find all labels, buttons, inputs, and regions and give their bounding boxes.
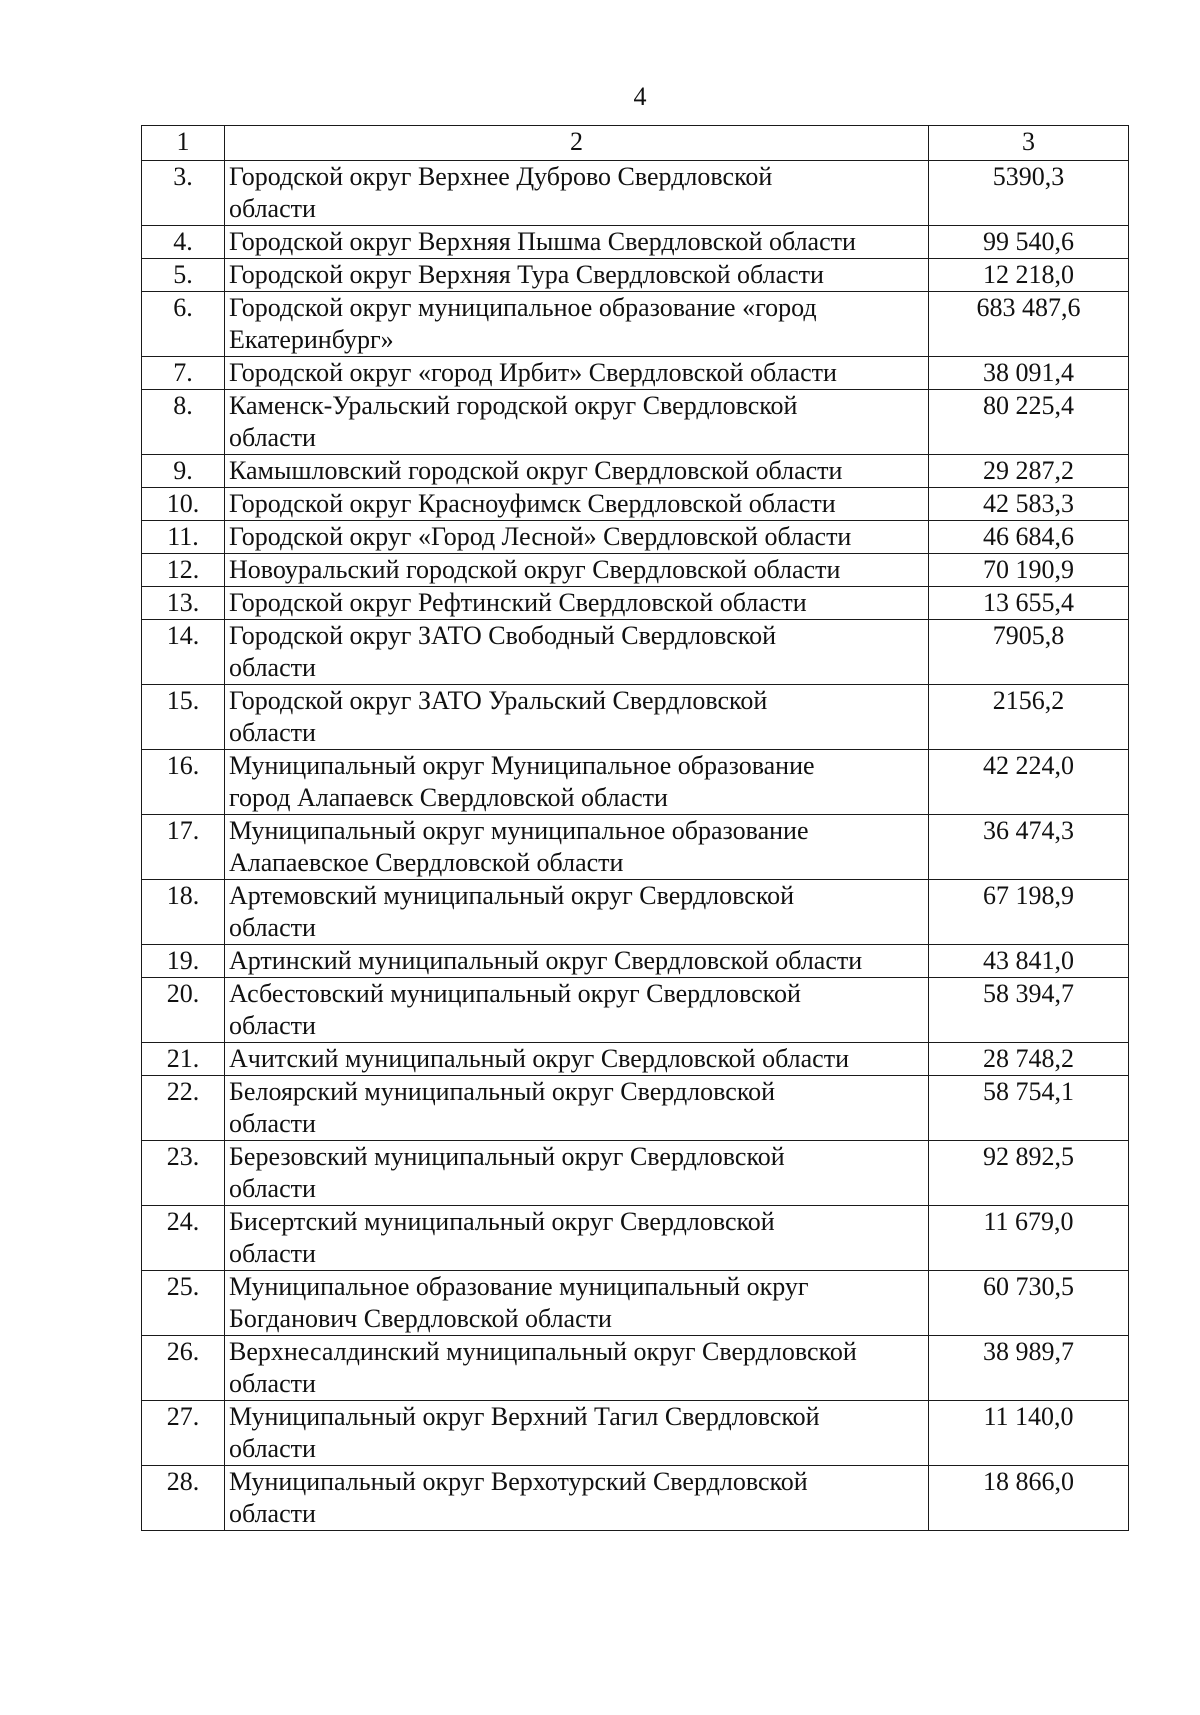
table-row [142, 390, 1129, 455]
municipality-name [225, 1076, 929, 1141]
table-row [142, 1336, 1129, 1401]
table-row [142, 226, 1129, 259]
municipality-name-line: Алапаевское Свердловской области [229, 848, 624, 877]
municipality-name [225, 259, 929, 292]
municipality-name [225, 1271, 929, 1336]
municipality-name-line: Бисертский муниципальный округ Свердловской [229, 1207, 775, 1236]
row-number: 27. [142, 1401, 225, 1466]
municipality-name-line: Богданович Свердловской области [229, 1304, 612, 1333]
municipality-name-line: Муниципальное образование муниципальный округ [229, 1272, 809, 1301]
row-number: 9. [142, 455, 225, 488]
row-number: 13. [142, 587, 225, 620]
row-number: 20. [142, 978, 225, 1043]
allocation-value: 38 989,7 [929, 1336, 1129, 1401]
row-number: 14. [142, 620, 225, 685]
table-row [142, 1271, 1129, 1336]
allocation-value: 58 754,1 [929, 1076, 1129, 1141]
municipality-name [225, 1206, 929, 1271]
table-row [142, 1141, 1129, 1206]
header-col-3: 3 [929, 126, 1129, 161]
row-number: 17. [142, 815, 225, 880]
municipality-name [225, 357, 929, 390]
row-number: 7. [142, 357, 225, 390]
municipality-name-line: Белоярский муниципальный округ Свердловской [229, 1077, 776, 1106]
table-row [142, 292, 1129, 357]
municipality-name-line: Асбестовский муниципальный округ Свердловской [229, 979, 801, 1008]
row-number: 6. [142, 292, 225, 357]
municipality-name [225, 455, 929, 488]
row-number: 16. [142, 750, 225, 815]
municipality-name [225, 1401, 929, 1466]
municipality-name-line: Артемовский муниципальный округ Свердловской [229, 881, 795, 910]
municipality-name [225, 1141, 929, 1206]
municipality-name-line: Городской округ муниципальное образование «город [229, 293, 817, 322]
allocation-table [141, 125, 1129, 1531]
municipality-name [225, 978, 929, 1043]
municipality-name [225, 161, 929, 226]
municipality-name [225, 554, 929, 587]
municipality-name [225, 390, 929, 455]
table-row [142, 554, 1129, 587]
table-row [142, 161, 1129, 226]
table-row [142, 880, 1129, 945]
municipality-name-line: Муниципальный округ Муниципальное образование [229, 751, 815, 780]
municipality-name-line: Городской округ Красноуфимск Свердловской области [229, 489, 836, 518]
row-number: 26. [142, 1336, 225, 1401]
row-number: 21. [142, 1043, 225, 1076]
municipality-name-line: Ачитский муниципальный округ Свердловской области [229, 1044, 849, 1073]
municipality-name [225, 750, 929, 815]
municipality-name-line: Муниципальный округ Верхний Тагил Свердловской [229, 1402, 820, 1431]
table-row [142, 1076, 1129, 1141]
municipality-name-line: Новоуральский городской округ Свердловской области [229, 555, 841, 584]
table-row [142, 1043, 1129, 1076]
allocation-value: 13 655,4 [929, 587, 1129, 620]
table-row [142, 357, 1129, 390]
table-row [142, 587, 1129, 620]
row-number: 28. [142, 1466, 225, 1531]
table-body [142, 126, 1129, 1531]
municipality-name-line: Муниципальный округ Верхотурский Свердловской [229, 1467, 808, 1496]
header-col-2: 2 [225, 126, 929, 161]
allocation-value: 60 730,5 [929, 1271, 1129, 1336]
row-number: 24. [142, 1206, 225, 1271]
municipality-name-line: области [229, 1499, 316, 1528]
municipality-name-line: Городской округ Верхнее Дуброво Свердловской [229, 162, 773, 191]
row-number: 11. [142, 521, 225, 554]
allocation-value: 12 218,0 [929, 259, 1129, 292]
row-number: 23. [142, 1141, 225, 1206]
municipality-name-line: области [229, 1434, 316, 1463]
municipality-name [225, 945, 929, 978]
municipality-name [225, 1043, 929, 1076]
row-number: 10. [142, 488, 225, 521]
table-row [142, 945, 1129, 978]
municipality-name-line: Артинский муниципальный округ Свердловской области [229, 946, 863, 975]
municipality-name [225, 226, 929, 259]
municipality-name-line: Городской округ Рефтинский Свердловской области [229, 588, 807, 617]
table-row [142, 488, 1129, 521]
municipality-name-line: Городской округ «Город Лесной» Свердловской области [229, 522, 852, 551]
allocation-value: 46 684,6 [929, 521, 1129, 554]
municipality-name-line: город Алапаевск Свердловской области [229, 783, 668, 812]
municipality-name-line: Камышловский городской округ Свердловской области [229, 456, 843, 485]
row-number: 25. [142, 1271, 225, 1336]
allocation-value: 5390,3 [929, 161, 1129, 226]
municipality-name [225, 815, 929, 880]
municipality-name-line: области [229, 423, 316, 452]
municipality-name-line: Муниципальный округ муниципальное образование [229, 816, 809, 845]
row-number: 15. [142, 685, 225, 750]
allocation-value: 42 224,0 [929, 750, 1129, 815]
allocation-value: 29 287,2 [929, 455, 1129, 488]
row-number: 19. [142, 945, 225, 978]
municipality-name-line: Городской округ ЗАТО Свободный Свердловской [229, 621, 776, 650]
row-number: 3. [142, 161, 225, 226]
table-row [142, 1401, 1129, 1466]
allocation-value: 683 487,6 [929, 292, 1129, 357]
municipality-name-line: области [229, 194, 316, 223]
row-number: 12. [142, 554, 225, 587]
row-number: 4. [142, 226, 225, 259]
municipality-name [225, 685, 929, 750]
allocation-value: 2156,2 [929, 685, 1129, 750]
row-number: 18. [142, 880, 225, 945]
allocation-value: 92 892,5 [929, 1141, 1129, 1206]
allocation-value: 70 190,9 [929, 554, 1129, 587]
allocation-value: 11 679,0 [929, 1206, 1129, 1271]
allocation-value: 11 140,0 [929, 1401, 1129, 1466]
table-row [142, 815, 1129, 880]
municipality-name-line: области [229, 1369, 316, 1398]
municipality-name-line: Верхнесалдинский муниципальный округ Свердловской [229, 1337, 857, 1366]
table-row [142, 455, 1129, 488]
allocation-value: 67 198,9 [929, 880, 1129, 945]
allocation-value: 36 474,3 [929, 815, 1129, 880]
allocation-value: 28 748,2 [929, 1043, 1129, 1076]
municipality-name-line: области [229, 718, 316, 747]
municipality-name-line: области [229, 913, 316, 942]
header-col-1: 1 [142, 126, 225, 161]
row-number: 8. [142, 390, 225, 455]
allocation-value: 99 540,6 [929, 226, 1129, 259]
municipality-name [225, 587, 929, 620]
municipality-name-line: области [229, 1109, 316, 1138]
table-header-row [142, 126, 1129, 161]
allocation-value: 58 394,7 [929, 978, 1129, 1043]
table-row [142, 1466, 1129, 1531]
municipality-name-line: Каменск-Уральский городской округ Свердловской [229, 391, 798, 420]
table-row [142, 750, 1129, 815]
municipality-name [225, 880, 929, 945]
table-row [142, 1206, 1129, 1271]
municipality-name-line: Березовский муниципальный округ Свердловской [229, 1142, 785, 1171]
allocation-value: 42 583,3 [929, 488, 1129, 521]
table-row [142, 620, 1129, 685]
row-number: 22. [142, 1076, 225, 1141]
municipality-name [225, 521, 929, 554]
table-row [142, 978, 1129, 1043]
allocation-value: 38 091,4 [929, 357, 1129, 390]
table-row [142, 521, 1129, 554]
allocation-value: 7905,8 [929, 620, 1129, 685]
municipality-name [225, 620, 929, 685]
municipality-name-line: области [229, 1174, 316, 1203]
municipality-name-line: области [229, 653, 316, 682]
allocation-value: 43 841,0 [929, 945, 1129, 978]
allocation-value: 80 225,4 [929, 390, 1129, 455]
row-number: 5. [142, 259, 225, 292]
municipality-name [225, 488, 929, 521]
municipality-name [225, 292, 929, 357]
municipality-name-line: области [229, 1239, 316, 1268]
municipality-name-line: Городской округ Верхняя Пышма Свердловской области [229, 227, 856, 256]
municipality-name-line: Городской округ Верхняя Тура Свердловской области [229, 260, 824, 289]
municipality-name-line: области [229, 1011, 316, 1040]
allocation-value: 18 866,0 [929, 1466, 1129, 1531]
municipality-name-line: Екатеринбург» [229, 325, 394, 354]
municipality-name [225, 1336, 929, 1401]
municipality-name-line: Городской округ «город Ирбит» Свердловской области [229, 358, 837, 387]
page-number: 4 [633, 82, 647, 111]
municipality-name [225, 1466, 929, 1531]
municipality-name-line: Городской округ ЗАТО Уральский Свердловской [229, 686, 768, 715]
table-row [142, 259, 1129, 292]
table-row [142, 685, 1129, 750]
